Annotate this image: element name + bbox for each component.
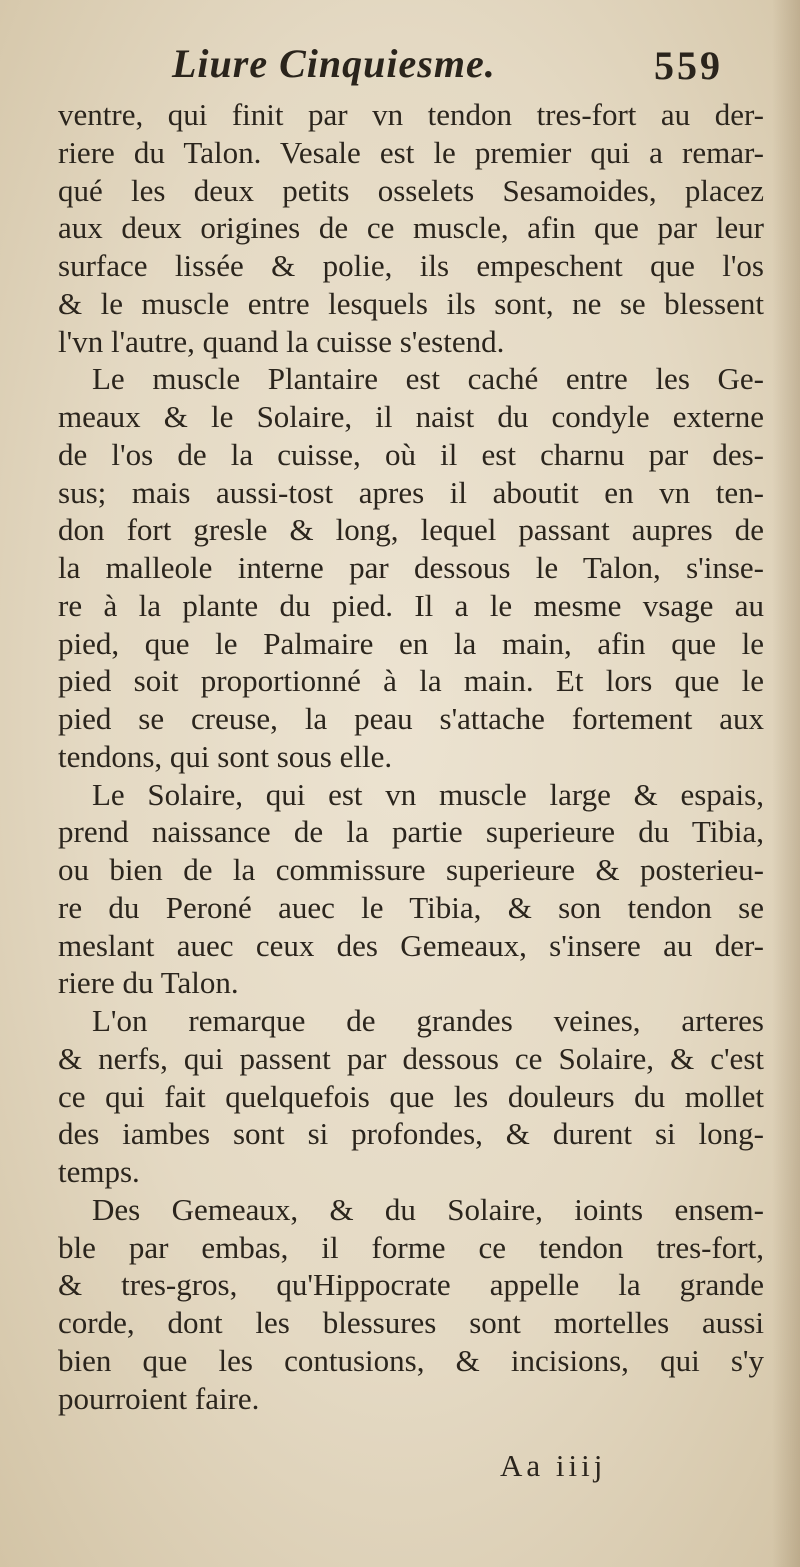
text-line: Des Gemeaux, & du Solaire, ioints ensem-: [92, 1191, 764, 1227]
text-line: & le muscle entre lesquels ils sont, ne se blessent: [58, 285, 764, 321]
text-line: la malleole interne par dessous le Talon, s'inse-: [58, 550, 764, 585]
text-line: qué les deux petits osselets Sesamoides, placez: [58, 172, 764, 208]
text-line: don fort gresle & long, lequel passant aupres de: [58, 512, 764, 548]
text-line: de l'os de la cuisse, où il est charnu par des-: [58, 436, 764, 472]
text-line: pied se creuse, la peau s'attache fortement aux: [58, 701, 764, 736]
text-line: ble par embas, il forme ce tendon tres-fort,: [58, 1229, 764, 1265]
text-line: riere du Talon. Vesale est le premier qui a remar-: [58, 134, 764, 170]
text-line: ou bien de la commissure superieure & posterieu-: [58, 852, 764, 887]
paragraph: [58, 1191, 764, 1418]
paragraph: [58, 776, 764, 1003]
text-line: aux deux origines de ce muscle, afin que par leur: [58, 210, 764, 246]
text-line: & nerfs, qui passent par dessous ce Solaire, & c'est: [58, 1040, 764, 1076]
text-line: sus; mais aussi-tost apres il aboutit en vn ten-: [58, 474, 764, 510]
text-line: meslant auec ceux des Gemeaux, s'insere au der-: [58, 927, 764, 963]
text-line: L'on remarque de grandes veines, arteres: [92, 1003, 764, 1038]
running-head: Liure Cinquiesme.: [172, 41, 496, 86]
text-line: ce qui fait quelquefois que les douleurs du mollet: [58, 1078, 764, 1114]
text-line: pied, que le Palmaire en la main, afin que le: [58, 625, 764, 661]
text-line: prend naissance de la partie superieure du Tibia,: [58, 814, 764, 850]
text-line: & tres-gros, qu'Hippocrate appelle la grande: [58, 1267, 764, 1303]
page-edge-shadow: [772, 0, 800, 1567]
text-line: corde, dont les blessures sont mortelles aussi: [58, 1305, 764, 1340]
paragraph: [58, 360, 764, 775]
text-line: l'vn l'autre, quand la cuisse s'estend.: [58, 323, 505, 359]
text-line: pied soit proportionné à la main. Et lors que le: [58, 663, 764, 699]
text-line: des iambes sont si profondes, & durent si long-: [58, 1116, 764, 1152]
text-line: surface lissée & polie, ils empeschent que l'os: [58, 248, 764, 283]
text-line: re à la plante du pied. Il a le mesme vsage au: [58, 587, 764, 623]
text-line: temps.: [58, 1154, 140, 1189]
text-line: pourroient faire.: [58, 1380, 260, 1416]
text-line: tendons, qui sont sous elle.: [58, 738, 393, 774]
text-line: Le muscle Plantaire est caché entre les Ge-: [92, 361, 764, 397]
text-line: ventre, qui finit par vn tendon tres-fort au der-: [58, 97, 764, 132]
body-text: [58, 96, 764, 1417]
paragraph: [58, 1002, 764, 1191]
text-line: bien que les contusions, & incisions, qui s'y: [58, 1342, 764, 1378]
signature-mark: Aa iiij: [500, 1448, 607, 1483]
text-line: Le Solaire, qui est vn muscle large & espais,: [92, 776, 764, 812]
page-number: 559: [654, 43, 723, 88]
paragraph: [58, 96, 764, 360]
text-line: riere du Talon.: [58, 965, 239, 1001]
text-line: meaux & le Solaire, il naist du condyle externe: [58, 399, 764, 434]
page-header: [0, 40, 800, 100]
text-line: re du Peroné auec le Tibia, & son tendon se: [58, 889, 764, 925]
